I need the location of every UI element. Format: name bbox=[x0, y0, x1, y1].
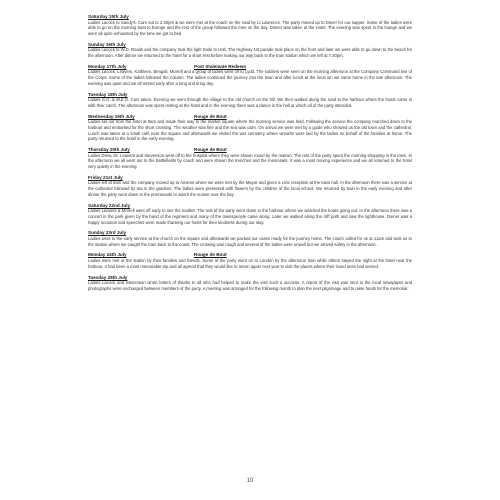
diary-entry bbox=[88, 230, 412, 247]
entry-heading bbox=[88, 147, 412, 153]
entry-date: Friday 21st July bbox=[88, 174, 123, 180]
entry-location: Rouge de Bout bbox=[194, 252, 227, 258]
diary-entry bbox=[88, 275, 412, 292]
entry-heading bbox=[88, 14, 412, 20]
entry-date: Tuesday 18th July bbox=[88, 91, 128, 97]
entry-text: Ladies went to the early service at the church on the square and afterwards we packed our cases ready for the journey home. The coach called for us at 11am and took us to the station where we caught the train back to the coast. The crossing was rough and several of the ladies were unwell but we arrived safely in the afternoon. bbox=[88, 235, 412, 247]
entry-text: Ladies Lacock and Stevenson wrote letters of thanks to all who had helped to make the visit such a success. A report of the visit was sent to the local newspaper and photographs were exchanged between members of the party. A meeting was arranged for the following month to plan the next pilgrimage and to raise funds for the memorial. bbox=[88, 280, 412, 291]
entry-date: Monday 24th July bbox=[88, 252, 127, 258]
entry-text: Ladies Leavers & Morrell went off early to see the market. The rest of the party went down to the harbour where we watched the boats going out. In the afternoon there was a concert in the park given by the band of the regiment and many of the townspeople came along. Later we walked along the cliff path and saw the lighthouse. Dinner was a happy occasion and speeches were made thanking our hosts for their kindness during our stay. bbox=[88, 208, 412, 225]
entry-date: Wednesday 19th July bbox=[88, 113, 135, 119]
entry-text: Ladies were met at the station by their families and friends. Some of the party went on to London by the afternoon train while others stayed the night at the hotel near the harbour. It had been a most memorable trip and all agreed that they would like to return again next year to visit the places where their loved ones had served. bbox=[88, 258, 412, 269]
entry-date: Sunday 23rd July bbox=[88, 230, 127, 236]
entry-text: Ladies Drew, Dr. Leavers and Stevenson went off to the hospital where they were shown round by the matron. The rest of the party spent the morning shopping in the town. In the afternoon we all went out to the battlefields by coach and were shown the trenches and the memorials. It was a most moving experience and we all returned to the hotel very quietly in the evening. bbox=[88, 152, 412, 169]
document-page bbox=[88, 14, 412, 297]
entry-text: Ladies Lacock, Leavers, Kathleen, Bengali, Morrell and a group of ladies went off to Lydd. The soldiers were seen on the morning afternoon at the Company Command line of the Corps. Some of the ladies followed the column. The ladies continued the journey into the town and after lunch at the local inn we came home in the late afternoon. The evening was quiet and we all retired early after a long and tiring day. bbox=[88, 69, 412, 86]
diary-entry bbox=[88, 147, 412, 170]
diary-entry bbox=[88, 42, 412, 59]
diary-entry bbox=[88, 175, 412, 198]
diary-entry bbox=[88, 92, 412, 109]
entry-location: Rouge de Bout bbox=[194, 147, 227, 153]
entry-date: Sunday 16th July bbox=[88, 41, 126, 47]
entry-date: Saturday 22nd July bbox=[88, 202, 131, 208]
entry-date: Thursday 20th July bbox=[88, 147, 130, 153]
diary-entry bbox=[88, 203, 412, 226]
entry-text: Ladies set out from the hotel at 9am and made their way to the market square where the morning service was held. Following the service the company marched down to the harbour and embarked for the short crossing. The weather was fine and the sea was calm. On arrival we were met by a guide who showed us the old town and the cathedral. Lunch was taken at a small café near the square and afterwards we visited the war cemetery where wreaths were laid by the ladies on behalf of the families at home. The party returned to the hotel in the early evening. bbox=[88, 119, 412, 142]
entry-text: Ladies Lacock to W.D. Roads and the company took the light trade to Holt. The Highway 1st parade took place on the front and later we were able to go down to the beach for the afternoon. After dinner we returned to the hotel for a short rest before making our way back to the train station which we left at 7.30pm. bbox=[88, 47, 412, 58]
entry-location: Rouge de Bout bbox=[194, 113, 227, 119]
entry-text: Ladies Lacock to Sandy's. Cars out to 2.30pm & we were met at the coach on the road by Lt Lawrence. The party moved up to Dover for our supper. Some of the ladies were able to go on the morning boat to Europe and the rest of the group followed the men on the day. Dinner was taken at the Hotel. The evening was spent in the lounge and we were all quite exhausted by the time we got to bed. bbox=[88, 19, 412, 36]
page-number: 10 bbox=[246, 478, 254, 484]
diary-entry bbox=[88, 114, 412, 142]
diary-entry bbox=[88, 252, 412, 269]
entry-text: Ladies G.G. & W.E.D. Cars taken. Evening we went through the village to the old church on the hill. We then walked along the road to the harbour where the boats came in with their catch. The afternoon was spent resting at the hotel and in the evening there was a dance in the hall at which all of the party attended. bbox=[88, 97, 412, 108]
diary-entry bbox=[88, 14, 412, 37]
entry-date: Saturday 15th July bbox=[88, 14, 129, 19]
entry-text: Ladies left at 9am and the company moved up to Amiens where we were met by the Mayor and given a civic reception at the town hall. In the afternoon there was a service at the cathedral followed by tea in the gardens. The ladies were presented with flowers by the children of the local school. We returned by train in the early evening and after dinner the party went down to the promenade to watch the sunset over the bay. bbox=[88, 180, 412, 197]
entry-location bbox=[194, 14, 412, 20]
diary-entry bbox=[88, 64, 412, 87]
entry-date: Monday 17th July bbox=[88, 63, 127, 69]
entry-location: Post Stalemate Redeem bbox=[194, 63, 247, 69]
entry-date: Tuesday 25th July bbox=[88, 274, 128, 280]
